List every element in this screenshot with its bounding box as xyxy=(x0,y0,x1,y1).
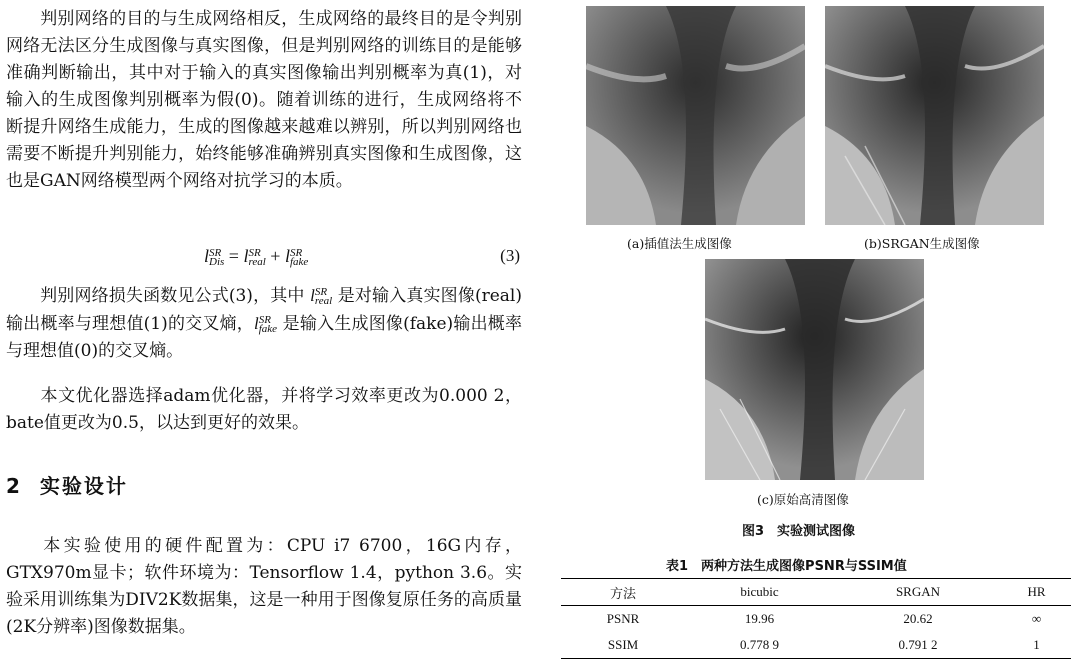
caption-c: (c)原始高清图像 xyxy=(757,492,849,507)
eq-lhs: l xyxy=(204,246,210,266)
cell: 0.778 9 xyxy=(740,637,779,652)
loss-formula xyxy=(204,246,308,267)
section-heading xyxy=(6,470,128,499)
table-row xyxy=(561,606,1071,633)
paragraph-experiment-setup xyxy=(6,533,522,641)
caption-a: (a)插值法生成图像 xyxy=(627,236,732,251)
cell: 20.62 xyxy=(903,611,933,626)
para2-part-c: 是输入生成图像(fake)输出概率与理想值(0)的交叉熵。 xyxy=(6,314,522,361)
section-number: 2 xyxy=(6,474,22,498)
image-original-hr xyxy=(705,259,924,480)
caption-b: (b)SRGAN生成图像 xyxy=(864,236,980,251)
para2-part-a: 判别网络损失函数见公式(3)，其中 xyxy=(40,286,305,306)
eq-plus: + xyxy=(270,246,281,266)
section-title: 实验设计 xyxy=(39,474,128,498)
header-hr: HR xyxy=(1027,584,1046,599)
eq-term2-sup: SR xyxy=(289,246,303,259)
image-srgan xyxy=(825,6,1044,225)
image-bicubic xyxy=(586,6,805,225)
equation-3 xyxy=(6,246,522,272)
table-row xyxy=(561,632,1071,659)
eq-term2: l xyxy=(284,246,290,266)
symbol-l-fake: lSR fake xyxy=(253,314,278,336)
results-table xyxy=(561,578,1071,659)
eq-lhs-sub: Dis xyxy=(209,255,225,268)
eq-term1: l xyxy=(243,246,249,266)
table-header-row xyxy=(561,579,1071,606)
cell: 1 xyxy=(1033,637,1040,652)
equation-number: (3) xyxy=(500,246,520,265)
eq-term2-sub: fake xyxy=(289,255,309,268)
para2-part-b: 是对输入真实图像(real)输出概率与理想值(1)的交叉熵， xyxy=(6,286,522,334)
header-srgan: SRGAN xyxy=(895,584,941,599)
cell: 0.791 2 xyxy=(898,637,938,652)
table-title: 表1 两种方法生成图像PSNR与SSIM值 xyxy=(666,559,907,574)
cell: ∞ xyxy=(1031,611,1042,626)
cell: 19.96 xyxy=(744,611,775,626)
header-bicubic: bicubic xyxy=(740,584,779,599)
eq-equals: = xyxy=(228,246,239,266)
eq-term1-sup: SR xyxy=(248,246,261,259)
paragraph-loss-explanation xyxy=(6,282,522,365)
symbol-l-real: lSR real xyxy=(310,286,333,308)
row-label: PSNR xyxy=(606,611,640,626)
row-label: SSIM xyxy=(607,637,639,652)
paragraph-optimizer xyxy=(6,383,522,437)
paragraph-text: 判别网络的目的与生成网络相反，生成网络的最终目的是令判别网络无法区分生成图像与真实图像，但是判别网络的训练目的是能够准确判断输出，其中对于输入的真实图像输出判别概率为真(1)，对输入的生成图像判别概率为假(0)。随着训练的进行，生成网络将不断提升网络生成能力，生成的图像越来越难以辨别，所以判别网络也需要不断提升判别能力，始终能够准确辨别真实图像和生成图像，这也是GAN网络模型两个网络对抗学习的本质。 xyxy=(6,9,522,191)
header-method: 方法 xyxy=(610,585,637,601)
eq-term1-sub: real xyxy=(248,255,266,268)
paragraph-discriminator-goal xyxy=(6,6,522,195)
figure-title: 图3 实验测试图像 xyxy=(742,524,856,539)
paragraph-text: 本文优化器选择adam优化器，并将学习效率更改为0.000 2，bate值更改为0.5，以达到更好的效果。 xyxy=(6,386,522,433)
eq-lhs-sup: SR xyxy=(209,246,222,259)
paragraph-text: 本实验使用的硬件配置为：CPU i7 6700，16G内存，GTX970m显卡；软件环境为：Tensorflow 1.4，python 3.6。实验采用训练集为DIV2K数据集，这是一种用于图像复原任务的高质量(2K分辨率)图像数据集。 xyxy=(6,536,522,637)
